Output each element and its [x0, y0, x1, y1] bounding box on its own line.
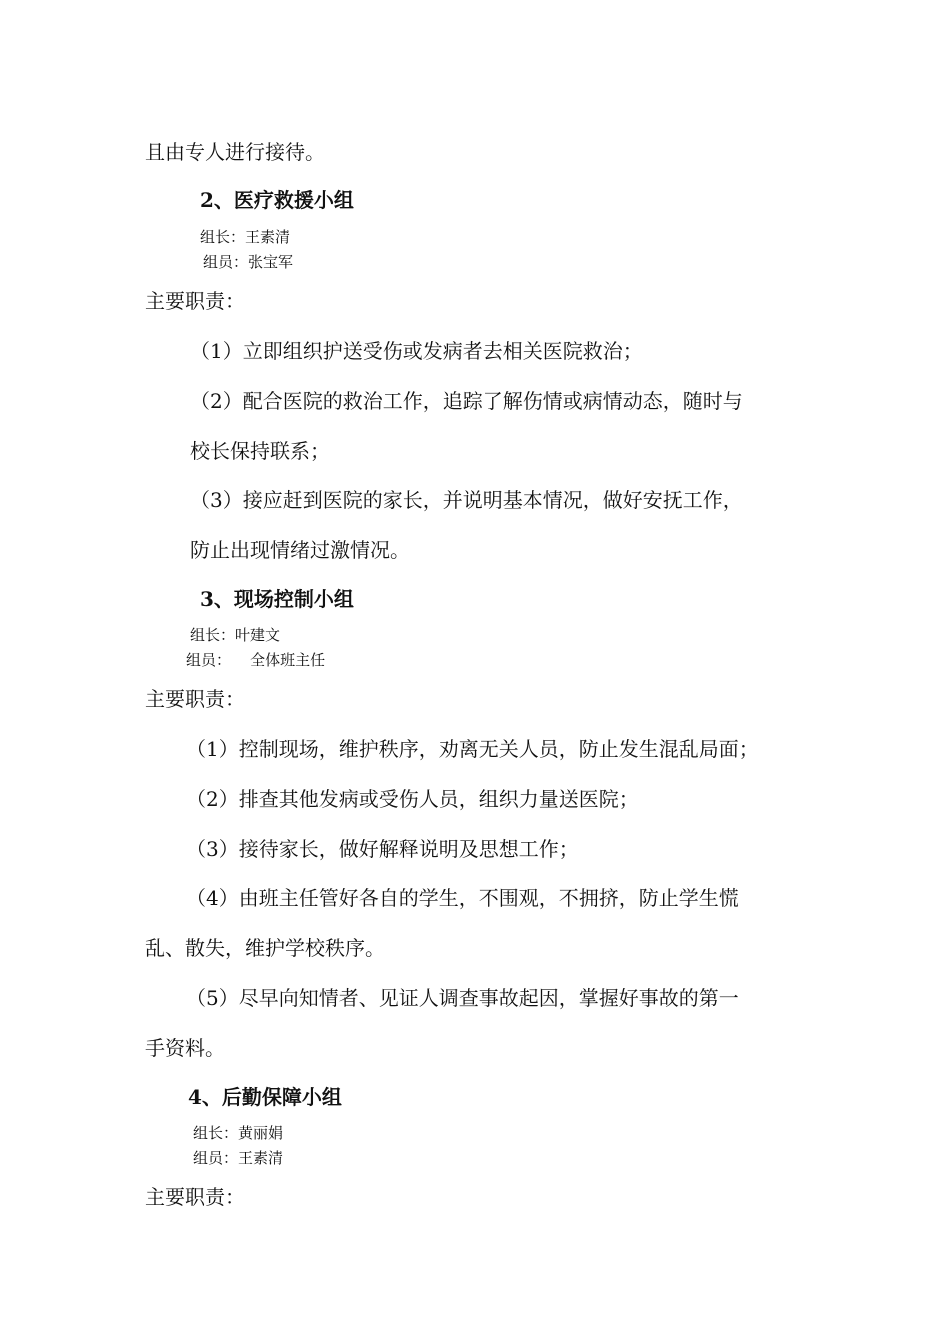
- section-heading-logistics: 4、后勤保障小组: [188, 1085, 342, 1109]
- group-leader-line: 组长：黄丽娟: [193, 1124, 284, 1142]
- duty-item: （4）由班主任管好各自的学生，不围观，不拥挤，防止学生慌: [186, 886, 739, 910]
- duty-item-continuation: 手资料。: [145, 1036, 225, 1060]
- duty-item: （1）控制现场，维护秩序，劝离无关人员，防止发生混乱局面；: [186, 737, 759, 761]
- duties-label: 主要职责：: [145, 289, 245, 313]
- duty-item: （2）排查其他发病或受伤人员，组织力量送医院；: [186, 787, 639, 811]
- duties-label: 主要职责：: [145, 687, 245, 711]
- duty-item-continuation: 防止出现情绪过激情况。: [190, 538, 410, 562]
- group-member-line: 组员：王素清: [193, 1149, 284, 1167]
- paragraph-line: 且由专人进行接待。: [145, 140, 325, 164]
- group-leader-line: 组长：王素清: [200, 228, 291, 246]
- group-member-line: 组员：张宝军: [203, 253, 294, 271]
- section-heading-medical-rescue: 2、医疗救援小组: [200, 188, 354, 212]
- duty-item: （3）接应赶到医院的家长，并说明基本情况，做好安抚工作，: [190, 488, 743, 512]
- group-leader-line: 组长：叶建文: [190, 626, 281, 644]
- duty-item: （2）配合医院的救治工作，追踪了解伤情或病情动态，随时与: [190, 389, 743, 413]
- duties-label: 主要职责：: [145, 1185, 245, 1209]
- duty-item-continuation: 校长保持联系；: [190, 439, 330, 463]
- duty-item: （1）立即组织护送受伤或发病者去相关医院救治；: [190, 339, 643, 363]
- duty-item-continuation: 乱、散失，维护学校秩序。: [145, 936, 385, 960]
- section-heading-site-control: 3、现场控制小组: [200, 587, 354, 611]
- group-member-line: 组员： 全体班主任: [186, 651, 326, 669]
- duty-item: （5）尽早向知情者、见证人调查事故起因，掌握好事故的第一: [186, 986, 739, 1010]
- duty-item: （3）接待家长，做好解释说明及思想工作；: [186, 837, 579, 861]
